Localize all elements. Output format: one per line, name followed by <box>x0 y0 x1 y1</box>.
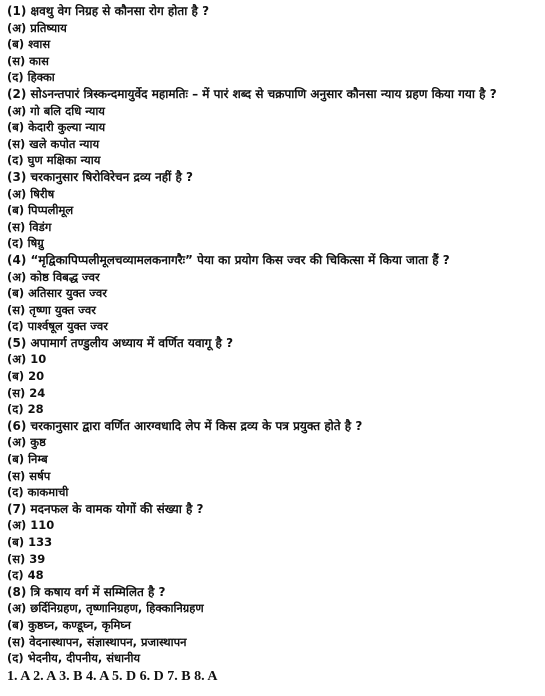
question-text: (1) क्षवथु वेग निग्रह से कौनसा रोग होता है ? <box>7 4 210 18</box>
question-block <box>7 584 539 667</box>
option-c: (स) 24 <box>7 385 46 400</box>
question-text: (3) चरकानुसार षिरोविरेचन द्रव्य नहीं है ? <box>7 169 193 184</box>
option-c: (स) सर्षप <box>7 468 51 483</box>
question-text: (5) अपामार्ग तण्डुलीय अध्याय में वर्णित यवागू है ? <box>7 335 234 350</box>
option-c: (स) वेदनास्थापन, संज्ञास्थापन, प्रजास्थापन <box>7 634 187 649</box>
question-block <box>7 335 539 418</box>
option-b: (ब) श्वास <box>7 37 51 52</box>
option-b: (ब) कुष्ठघ्न, कण्डूघ्न, कृमिघ्न <box>7 617 131 632</box>
question-block <box>7 3 539 86</box>
option-c: (स) तृष्णा युक्त ज्वर <box>7 302 96 317</box>
question-block <box>7 501 539 584</box>
option-a: (अ) षिरीष <box>7 186 55 201</box>
option-a: (अ) 110 <box>7 518 55 533</box>
option-a: (अ) कुष्ठ <box>7 435 46 450</box>
option-c: (स) कास <box>7 53 49 68</box>
option-a: (अ) गो बलि दधि न्याय <box>7 103 105 118</box>
option-d: (द) 48 <box>7 568 44 583</box>
question-block <box>7 169 539 252</box>
question-text: (2) सोऽनन्तपारं त्रिस्कन्दमायुर्वेद महामतिः – में पारं शब्द से चक्रपाणि अनुसार कौनसा न्याय ग्रहण किया गया है ? <box>7 86 497 101</box>
option-d: (द) हिक्का <box>7 70 55 85</box>
question-block <box>7 418 539 501</box>
option-d: (द) काकमाची <box>7 485 69 500</box>
option-b: (ब) केदारी कुल्या न्याय <box>7 120 106 135</box>
question-text: (6) चरकानुसार द्वारा वर्णित आरग्वधादि लेप में किस द्रव्य के पत्र प्रयुक्त होते है ? <box>7 418 363 433</box>
option-b: (ब) निम्ब <box>7 452 48 467</box>
option-d: (द) घुण मक्षिका न्याय <box>7 153 101 168</box>
answer-key: 1. A 2. A 3. B 4. A 5. D 6. D 7. B 8. A <box>7 668 218 684</box>
option-b: (ब) पिप्पलीमूल <box>7 203 74 218</box>
option-c: (स) खले कपोत न्याय <box>7 136 100 151</box>
option-a: (अ) प्रतिष्याय <box>7 20 67 35</box>
option-c: (स) 39 <box>7 551 46 566</box>
option-a: (अ) छर्दिनिग्रहण, तृष्णानिग्रहण, हिक्कानिग्रहण <box>7 601 204 616</box>
option-c: (स) विडंग <box>7 219 52 234</box>
quiz-document <box>7 3 539 685</box>
option-b: (ब) अतिसार युक्त ज्वर <box>7 286 107 301</box>
question-block <box>7 86 539 169</box>
option-b: (ब) 133 <box>7 535 53 549</box>
option-d: (द) पार्श्वषूल युक्त ज्वर <box>7 319 108 334</box>
option-d: (द) 28 <box>7 402 44 417</box>
question-text: (7) मदनफल के वामक योगों की संख्या है ? <box>7 501 204 516</box>
question-block <box>7 252 539 335</box>
option-a: (अ) कोष्ठ विबद्ध ज्वर <box>7 269 100 284</box>
option-b: (ब) 20 <box>7 369 45 384</box>
option-d: (द) भेदनीय, दीपनीय, संधानीय <box>7 651 141 666</box>
option-a: (अ) 10 <box>7 352 47 367</box>
question-text: (8) त्रि कषाय वर्ग में सम्मिलित है ? <box>7 584 166 599</box>
option-d: (द) षिग्रु <box>7 236 44 251</box>
question-text: (4) “मृद्विकापिप्पलीमूलचव्यामलकनागरैः” पेया का प्रयोग किस ज्वर की चिकित्सा में किया जाता हैं ? <box>7 252 450 267</box>
